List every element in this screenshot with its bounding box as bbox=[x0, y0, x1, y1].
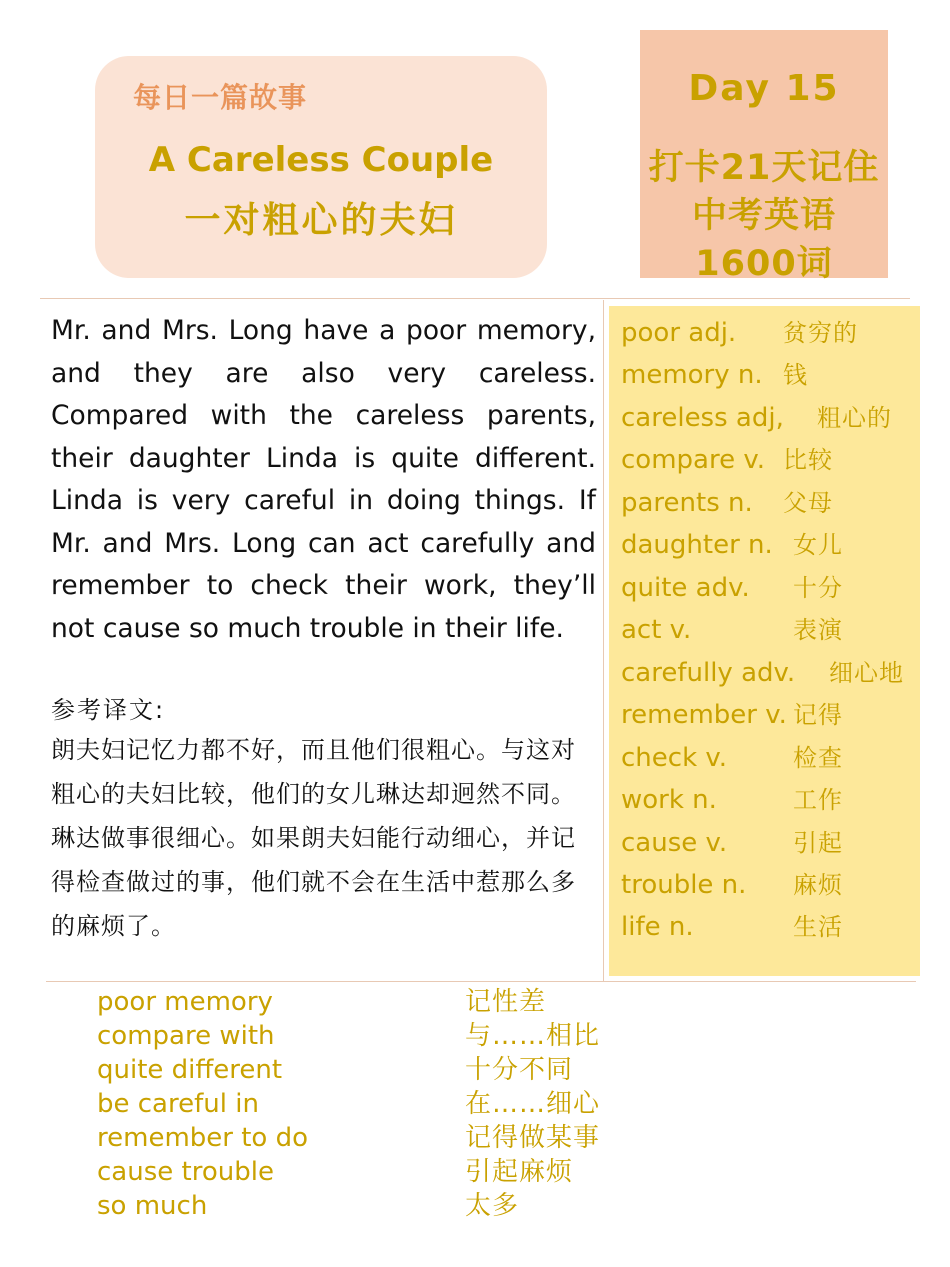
phrase-en: poor memory bbox=[97, 987, 273, 1017]
vocab-item bbox=[621, 779, 921, 821]
vocab-item bbox=[621, 694, 921, 736]
vocab-word: life n. bbox=[621, 912, 694, 942]
day-card-line-2: 中考英语 bbox=[691, 196, 836, 236]
vocab-meaning: 表演 bbox=[793, 616, 843, 644]
vocab-item bbox=[621, 397, 921, 439]
vocab-item bbox=[621, 482, 921, 524]
vocab-word: trouble n. bbox=[621, 870, 747, 900]
header-kicker: 每日一篇故事 bbox=[133, 81, 308, 114]
top-divider bbox=[40, 298, 910, 299]
story-title-zh: 一对粗心的夫妇 bbox=[184, 200, 458, 241]
translation-heading: 参考译文: bbox=[51, 696, 166, 724]
vocab-word: act v. bbox=[621, 615, 692, 645]
phrase-en: remember to do bbox=[97, 1123, 308, 1153]
phrase-zh: 十分不同 bbox=[465, 1055, 574, 1085]
vocab-item bbox=[621, 354, 921, 396]
phrase-item bbox=[97, 1189, 697, 1223]
vocab-meaning: 引起 bbox=[793, 829, 843, 857]
vocab-word: poor adj. bbox=[621, 318, 737, 348]
phrase-en: cause trouble bbox=[97, 1157, 274, 1187]
phrase-en: compare with bbox=[97, 1021, 275, 1051]
column-divider bbox=[603, 300, 604, 982]
vocab-word: remember v. bbox=[621, 700, 787, 730]
phrase-item bbox=[97, 1019, 697, 1053]
phrase-zh: 记得做某事 bbox=[465, 1123, 601, 1153]
vocab-word: parents n. bbox=[621, 488, 753, 518]
day-card-line-3: 1600词 bbox=[695, 244, 833, 284]
vocab-meaning: 生活 bbox=[793, 913, 843, 941]
phrase-zh: 在……细心 bbox=[465, 1089, 601, 1119]
story-header-card bbox=[95, 56, 547, 278]
vocab-meaning: 细心地 bbox=[829, 659, 904, 687]
phrase-en: quite different bbox=[97, 1055, 283, 1085]
story-title-en: A Careless Couple bbox=[148, 140, 494, 180]
vocab-meaning: 父母 bbox=[783, 489, 833, 517]
vocab-word: carefully adv. bbox=[621, 658, 796, 688]
vocab-word: check v. bbox=[621, 743, 728, 773]
vocab-word: compare v. bbox=[621, 445, 765, 475]
bottom-divider bbox=[46, 981, 916, 982]
phrase-item bbox=[97, 1155, 697, 1189]
vocab-word: work n. bbox=[621, 785, 717, 815]
phrase-en: be careful in bbox=[97, 1089, 259, 1119]
vocab-item bbox=[621, 822, 921, 864]
phrase-item bbox=[97, 1087, 697, 1121]
vocab-meaning: 十分 bbox=[793, 574, 843, 602]
vocab-word: daughter n. bbox=[621, 530, 773, 560]
vocab-word: memory n. bbox=[621, 360, 763, 390]
vocab-item bbox=[621, 652, 921, 694]
vocab-meaning: 检查 bbox=[793, 744, 843, 772]
phrase-item bbox=[97, 1121, 697, 1155]
story-text: Mr. and Mrs. Long have a poor memory, and they are also very careless. Compared with the careless parents, their daughter Linda is quite different. Linda is very careful in doing things. If Mr. and Mrs. Long can act carefully and remember to check their work, they’ll not cause so much trouble in their life. bbox=[51, 315, 596, 644]
vocab-item bbox=[621, 609, 921, 651]
vocab-item bbox=[621, 906, 921, 948]
vocab-item bbox=[621, 737, 921, 779]
vocab-box bbox=[609, 306, 920, 976]
vocab-word: cause v. bbox=[621, 828, 728, 858]
vocab-item bbox=[621, 864, 921, 906]
phrase-zh: 与……相比 bbox=[465, 1021, 601, 1051]
vocab-item bbox=[621, 567, 921, 609]
vocab-meaning: 工作 bbox=[793, 786, 843, 814]
translation-text: 朗夫妇记忆力都不好，而且他们很粗心。与这对粗心的夫妇比较，他们的女儿琳达却迥然不同。琳达做事很细心。如果朗夫妇能行动细心，并记得检查做过的事，他们就不会在生活中惹那么多的麻烦了。 bbox=[51, 736, 576, 940]
vocab-item bbox=[621, 312, 921, 354]
phrase-zh: 记性差 bbox=[465, 987, 547, 1017]
phrase-item bbox=[97, 985, 697, 1019]
vocab-meaning: 钱 bbox=[783, 361, 808, 389]
vocab-meaning: 贫穷的 bbox=[783, 319, 858, 347]
vocab-item bbox=[621, 524, 921, 566]
vocab-meaning: 比较 bbox=[783, 446, 833, 474]
vocab-word: quite adv. bbox=[621, 573, 750, 603]
phrase-en: so much bbox=[97, 1191, 208, 1221]
day-label: Day 15 bbox=[688, 68, 840, 109]
vocab-meaning: 女儿 bbox=[793, 531, 843, 559]
vocab-item bbox=[621, 439, 921, 481]
phrase-item bbox=[97, 1053, 697, 1087]
day-card-line-1: 打卡21天记住 bbox=[648, 148, 880, 188]
vocab-word: careless adj, bbox=[621, 403, 784, 433]
day-card bbox=[640, 30, 888, 284]
phrase-zh: 太多 bbox=[465, 1191, 520, 1221]
vocab-meaning: 麻烦 bbox=[793, 871, 843, 899]
phrase-zh: 引起麻烦 bbox=[465, 1157, 574, 1187]
vocab-meaning: 记得 bbox=[793, 701, 843, 729]
vocab-meaning: 粗心的 bbox=[817, 404, 892, 432]
